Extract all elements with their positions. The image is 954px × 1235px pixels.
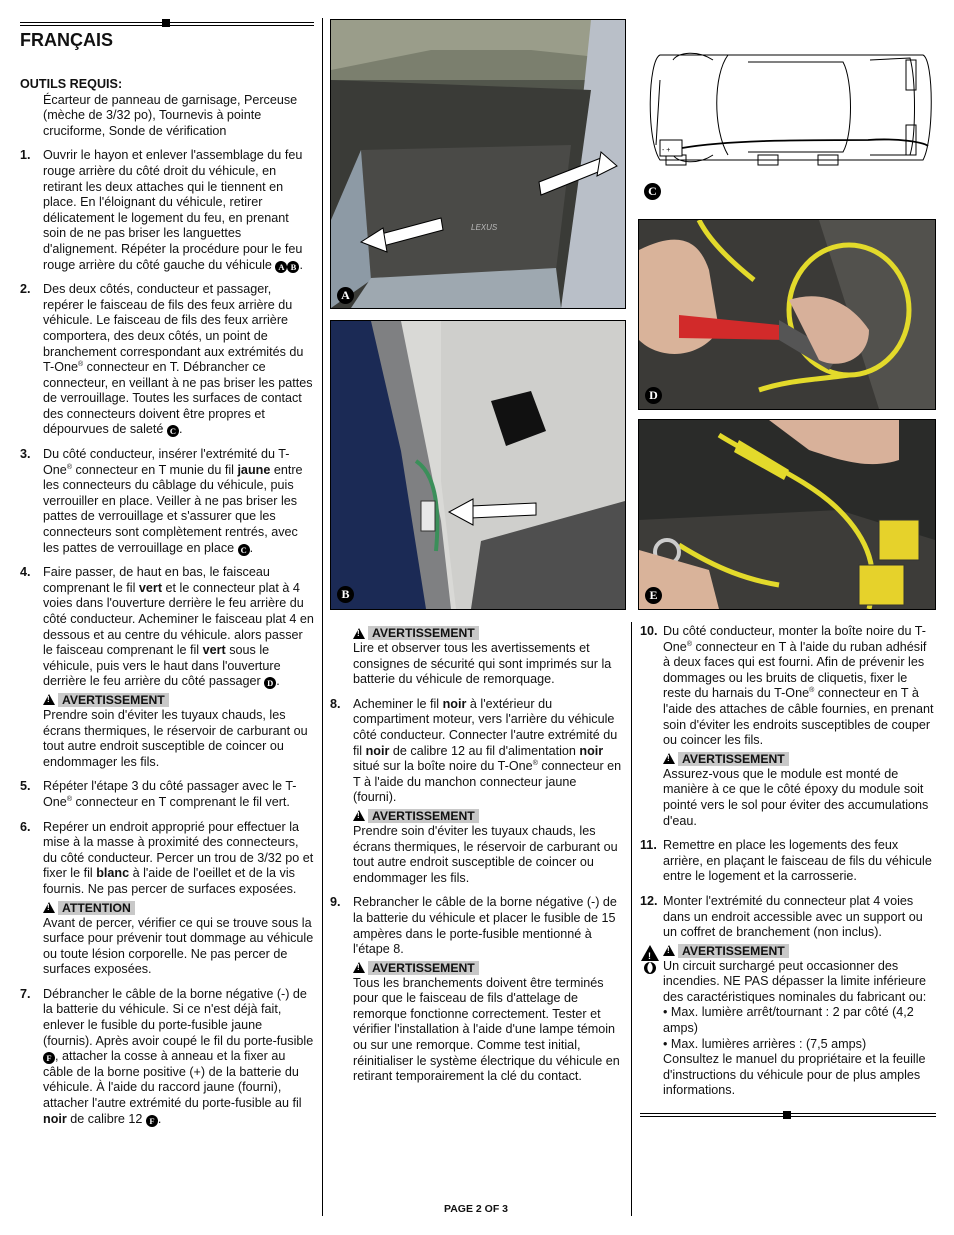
step-4: 4. Faire passer, de haut en bas, le faisceau comprenant le fil vert et le connecteur plat à 4 voies dans l'ouverture derrière le feu arrière du côté conducteur. Acheminer le faisceau plat 4 en dessous et au centre du véhicule. alors passer le faisceau comprenant le fil vert sous le véhicule, puis vers le haut dans l'ouverture derrière le feu arrière du côté passager D . <box>20 565 314 689</box>
step-number: 7. <box>20 986 31 1001</box>
wire-color: noir <box>442 696 467 711</box>
warning-label <box>353 809 623 823</box>
step-number: 4. <box>20 565 31 580</box>
warning-label <box>353 961 623 975</box>
step-number: 9. <box>330 895 341 910</box>
fire-hazard-icon <box>640 944 660 974</box>
warning-text: Tous les branchements doivent être terminés pour que le faisceau de fils d'attelage de remorque fonctionne correctement. Tester et vérifier l'installation à l'aide d'une lampe témoin ou sur une remorque. Comme test initial, réinitialiser le système électrique du véhicule en retirant temporairement la clé du contact. <box>353 975 620 1084</box>
step-text: Remettre en place les logements des feux arrière, en plaçant le faisceau de fils du véhicule entre le logement et la carrosserie. <box>663 838 932 884</box>
step-text: connecteur en T munie du fil <box>71 462 238 477</box>
step-2: 2. Des deux côtés, conducteur et passager, repérer le faisceau de fils des feux arrière du véhicule. Le faisceau de fils des feux arrière comportera, des deux côtés, un point de branchement correspondant aux extrémités du T-One® connecteur en T. Débrancher ce connecteur, en veillant à ne pas briser les pattes de verrouillage. Toutes les surfaces de contact des connecteurs doivent être propres et dépourvues de saleté C . <box>20 282 313 437</box>
step-text: Ouvrir le hayon et enlever l'assemblage du feu rouge arrière du côté droit du véhicule, en retirant les deux attaches qui le tiennent en place. En l'éloignant du véhicule, retirer délicatement le logement du feu, en prenant soin de ne pas briser les languettes d'alignement. Répéter la procédure pour le feu rouge arrière du côté gauche du véhicule <box>43 148 303 272</box>
step-text: à l'extérieur du compartiment moteur, vers l'arrière du véhicule côté conducteur. Connecter l'autre extrémité du fil <box>353 696 618 758</box>
step-text: entre les connecteurs du câblage du véhicule, puis verrouiller en place. Veiller à ne pas briser les pattes de verrouillage et s'assurer que les connecteurs sont complètement rentrés, avec les pattes de verrouillage en place <box>43 462 303 555</box>
warning-triangle-icon <box>663 945 675 956</box>
registered-mark: ® <box>809 687 815 695</box>
wire-color: vert <box>202 643 226 658</box>
warning-triangle-icon <box>663 753 675 764</box>
step-7: 7. Débrancher le câble de la borne négative (-) de la batterie du véhicule. Si ce n'est déjà fait, enlever le fusible du porte-fusible jaune (fournis). Après avoir coupé le fil du porte-fusible F , attacher la cosse à anneau et la fixer au câble de la borne positive (+) de la batterie du véhicule. À l'aide du raccord jaune (fourni), attacher l'autre extrémité du porte-fusible au fil noir de calibre 12 F . <box>20 986 314 1126</box>
step-number: 11. <box>640 838 657 853</box>
step-text: Acheminer le fil <box>353 696 443 711</box>
warning-4 <box>20 693 314 770</box>
top-marker <box>162 19 170 27</box>
photo-d-label: D <box>645 387 662 404</box>
wire-color: noir <box>43 1111 67 1126</box>
warning-text: Prendre soin d'éviter les tuyaux chauds, les écrans thermiques, le réservoir de carburant ou tout autre endroit susceptible de coincer ou endommager les fils. <box>43 707 308 769</box>
wire-color: vert <box>138 580 163 595</box>
step-text: situé sur la boîte noire du T-One <box>353 759 533 774</box>
warning-label <box>43 693 314 707</box>
diagram-c-vehicle-routing <box>638 40 936 210</box>
warning-title: AVERTISSEMENT <box>368 626 479 640</box>
photo-d-cutting-wire <box>638 219 936 410</box>
wire-color: blanc <box>96 866 130 881</box>
step-6 <box>20 820 314 898</box>
step-text: Répéter l'étape 3 du côté passager avec le T-One <box>43 779 297 809</box>
svg-text:LEXUS: LEXUS <box>471 223 498 232</box>
diagram-c-label: C <box>644 183 661 200</box>
vehicle-outline-diagram <box>638 40 936 210</box>
step-8 <box>330 697 623 806</box>
warning-title: AVERTISSEMENT <box>678 944 789 958</box>
warning-label <box>43 901 314 915</box>
warning-triangle-icon <box>353 628 365 639</box>
photo-e-ring-terminal <box>638 419 936 610</box>
svg-text:!: ! <box>648 950 651 961</box>
warning-triangle-icon <box>353 962 365 973</box>
step-text: de calibre 12 au fil d'alimentation <box>389 743 580 758</box>
step-text: à l'aide de l'oeillet et de la vis fournis. Ne pas percer de surfaces exposées. <box>43 866 297 896</box>
language-heading: FRANÇAIS <box>20 30 113 50</box>
warning-8 <box>330 809 623 886</box>
trunk-illustration <box>331 20 625 308</box>
step-number: 5. <box>20 779 31 794</box>
ref-c-icon: C <box>167 425 179 437</box>
warning-7 <box>330 626 623 688</box>
warning-title: AVERTISSEMENT <box>368 961 479 975</box>
photo-a-trunk <box>330 19 626 309</box>
registered-mark: ® <box>66 463 72 471</box>
step-text: connecteur en T à l'aide des attaches de câble fournies, en prenant soin d'éviter les endroits susceptibles de couper ou coincer les fils. <box>663 686 934 748</box>
step-text: Du côté conducteur, insérer l'extrémité du T-One <box>43 447 290 477</box>
ref-b-icon: B <box>287 261 299 273</box>
step-12 <box>640 894 936 941</box>
tools-heading: OUTILS REQUIS: <box>20 77 123 91</box>
ref-a-icon: A <box>275 261 287 273</box>
tools-list: Écarteur de panneau de garnisage, Perceuse (mèche de 3/32 po), Tournevis à pointe cruciforme, Sonde de vérification <box>43 92 298 138</box>
registered-mark: ® <box>686 640 692 648</box>
step-number: 2. <box>20 282 31 297</box>
warning-9 <box>330 961 623 1085</box>
step-1: 1. Ouvrir le hayon et enlever l'assemblage du feu rouge arrière du côté droit du véhicule, en retirant les deux attaches qui le tiennent en place. En l'éloignant du véhicule, retirer délicatement le logement du feu, en prenant soin de ne pas briser les languettes d'alignement. Répéter la procédure pour le feu rouge arrière du côté gauche du véhicule A B . <box>20 148 303 272</box>
step-text: connecteur en T comprenant le fil vert. <box>71 794 290 809</box>
column-divider-1 <box>322 18 323 1216</box>
photo-b-label: B <box>337 586 354 603</box>
step-5 <box>20 779 314 810</box>
step-9 <box>330 895 623 957</box>
ref-d-icon: D <box>264 677 276 689</box>
step-3: 3. Du côté conducteur, insérer l'extrémité du T-One® connecteur en T munie du fil jaune entre les connecteurs du câblage du véhicule, puis verrouiller en place. Veiller à ne pas briser les pattes de verrouillage et s'assurer que les connecteurs sont complètement rentrés, avec les pattes de verrouillage en place C . <box>20 447 303 555</box>
ref-f-icon: F <box>43 1052 55 1064</box>
registered-mark: ® <box>532 759 538 767</box>
ref-c-icon: C <box>238 544 250 556</box>
warning-text: Prendre soin d'éviter les tuyaux chauds, les écrans thermiques, le réservoir de carburant ou tout autre endroit susceptible de coincer ou endommager les fils. <box>353 823 618 885</box>
step-text: de calibre 12 <box>66 1111 143 1126</box>
step-text: connecteur en T à l'aide du ruban adhésif à deux faces qui est fourni. Afin de prévenir les dommages ou les bruits de cliquetis, fixer le reste du harnais du T-One <box>663 639 927 701</box>
step-text: et le connecteur plat à 4 voies dans l'ouverture derrière le feu arrière du côté conducteur. Acheminer le faisceau plat 4 en dessous et au centre du véhicule. alors passer le faisceau comprenant le fil <box>43 580 314 658</box>
middle-column <box>330 624 623 1085</box>
step-text: Rebrancher le câble de la borne négative (-) de la batterie du véhicule et placer le fusible de 15 ampères dans le porte-fusible mentionné à l'étape 8. <box>353 895 617 957</box>
warning-triangle-icon <box>43 694 55 705</box>
left-column <box>20 77 314 1136</box>
warning-bullet: • Max. lumière arrêt/tournant : 2 par côté (4,2 amps) <box>663 1005 914 1036</box>
step-text: sous le véhicule, puis vers le haut dans l'ouverture derrière le feu arrière du côté passager <box>43 643 281 689</box>
ring-terminal-illustration <box>639 420 935 609</box>
warning-triangle-icon <box>43 902 55 913</box>
step-number: 10. <box>640 624 658 638</box>
step-number: 1. <box>20 148 31 163</box>
step-text: Faire passer, de haut en bas, le faisceau comprenant le fil <box>43 565 270 595</box>
wire-color: jaune <box>237 462 271 477</box>
step-text: connecteur en T à l'aide du manchon connecteur jaune (fourni). <box>353 759 622 805</box>
column-divider-2 <box>631 622 632 1216</box>
photo-b-taillight-opening <box>330 320 626 610</box>
photo-e-label: E <box>645 587 662 604</box>
step-text: Des deux côtés, conducteur et passager, repérer le faisceau de fils des feux arrière du véhicule. Le faisceau de fils des feux arrière comportera, des deux côtés, un point de branchement correspondant aux extrémités du T-One <box>43 282 304 375</box>
taillight-illustration <box>331 321 625 609</box>
step-11 <box>640 838 936 885</box>
warning-label <box>663 944 936 958</box>
step-10 <box>640 624 936 749</box>
warning-text: Consultez le manuel du propriétaire et la feuille d'instructions du véhicule pour de plus amples informations. <box>663 1052 926 1098</box>
registered-mark: ® <box>66 795 72 803</box>
warning-text: Avant de percer, vérifier ce qui se trouve sous la surface pour prévenir tout dommage au véhicule ou toute lésion corporelle. Ne pas percer de surfaces exposées. <box>43 915 314 977</box>
wire-color: noir <box>365 743 390 758</box>
warning-12 <box>640 944 936 1099</box>
warning-label <box>663 752 936 766</box>
step-text: Monter l'extrémité du connecteur plat 4 voies dans un endroit accessible avec un support ou un coffret de branchement (non inclus). <box>663 893 923 940</box>
warning-10 <box>640 752 936 829</box>
caution-6 <box>20 901 314 978</box>
step-number: 6. <box>20 819 31 834</box>
warning-title: AVERTISSEMENT <box>58 693 169 707</box>
page-number: PAGE 2 OF 3 <box>444 1203 508 1215</box>
warning-title: AVERTISSEMENT <box>678 752 789 766</box>
photo-a-label: A <box>337 287 354 304</box>
step-text: connecteur en T. Débrancher ce connecteur, en veillant à ne pas briser les pattes de verrouillage. Toutes les surfaces de contact des connecteurs doivent être propres et dépourvues de saleté <box>43 360 313 437</box>
warning-title: AVERTISSEMENT <box>368 809 479 823</box>
warning-title: ATTENTION <box>58 901 135 915</box>
warning-triangle-icon <box>353 810 365 821</box>
right-column <box>640 624 936 1099</box>
warning-text: Lire et observer tous les avertissements et consignes de sécurité qui sont imprimés sur la batterie du véhicule de remorquage. <box>353 641 612 687</box>
warning-text: Assurez-vous que le module est monté de manière à ce que le côté époxy du module soit pointé vers le sol pour éviter des accumulations d'eau. <box>663 766 929 828</box>
warning-text: Un circuit surchargé peut occasionner des incendies. NE PAS dépasser la limite inférieure des caractéristiques nominales du fabricant ou: <box>663 958 927 1004</box>
svg-text:- +: - + <box>662 147 671 154</box>
step-text: Du côté conducteur, monter la boîte noire du T-One <box>663 624 926 654</box>
registered-mark: ® <box>78 360 84 368</box>
step-number: 12. <box>640 893 658 908</box>
step-text: , attacher la cosse à anneau et la fixer au câble de la borne positive (+) de la batterie du véhicule. À l'aide du raccord jaune (fourni), attacher l'autre extrémité du porte-fusible au fil <box>43 1049 302 1111</box>
step-number: 8. <box>330 696 341 711</box>
step-text: Repérer un endroit approprié pour effectuer la mise à la masse à proximité des connecteurs, du côté conducteur. Percer un trou de 3/32 po et fixer le fil <box>43 819 314 881</box>
ref-f-icon: F <box>146 1115 158 1127</box>
bottom-marker <box>783 1111 791 1119</box>
wire-color: noir <box>579 743 604 758</box>
wire-cutting-illustration <box>639 220 935 409</box>
step-text: Débrancher le câble de la borne négative (-) de la batterie du véhicule. Si ce n'est déjà fait, enlever le fusible du porte-fusible jaune (fournis). Après avoir coupé le fil du porte-fusible <box>43 986 314 1048</box>
warning-bullet: • Max. lumières arrières : (7,5 amps) <box>663 1036 867 1051</box>
step-number: 3. <box>20 447 31 462</box>
warning-label <box>353 626 623 640</box>
